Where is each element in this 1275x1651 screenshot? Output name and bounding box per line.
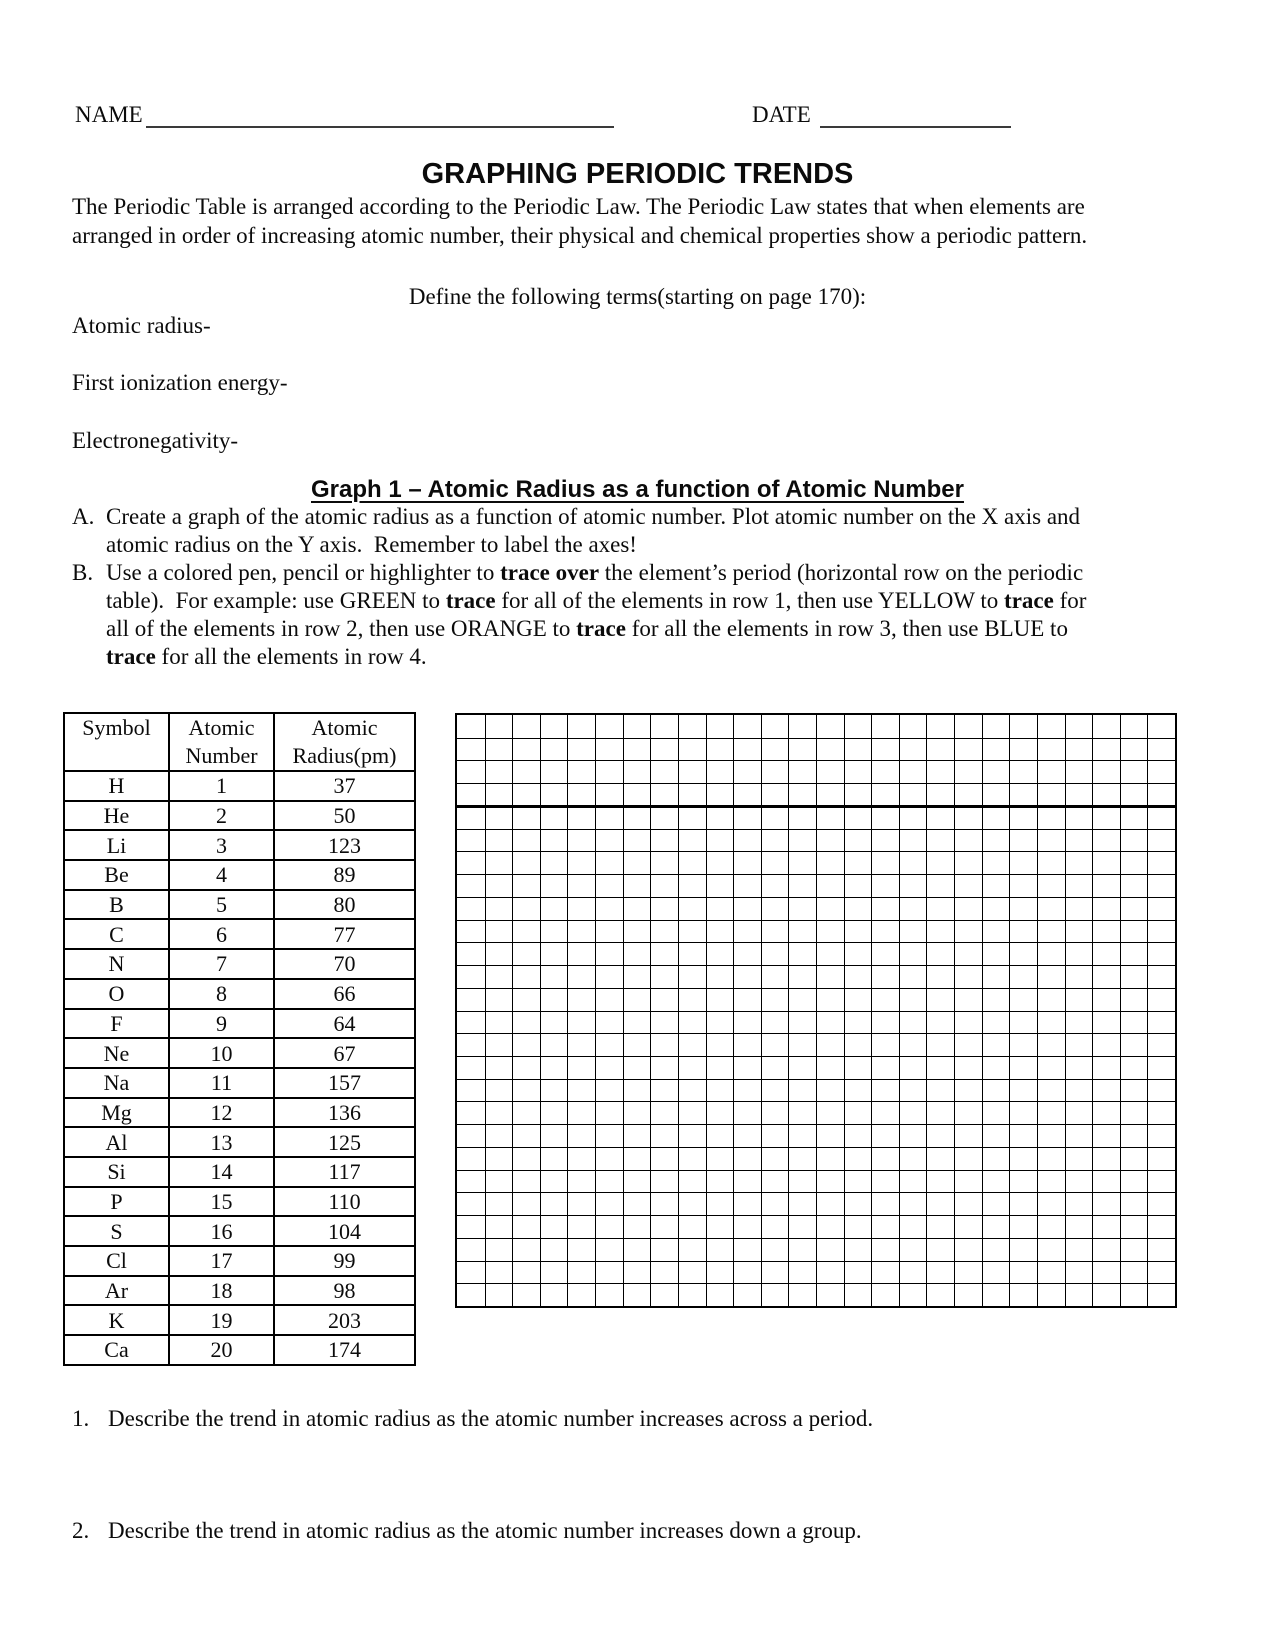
table-cell: 77	[274, 919, 415, 949]
grid-line-horizontal	[457, 829, 1175, 830]
table-row	[64, 801, 415, 831]
table-cell: 5	[169, 890, 274, 920]
table-cell: P	[64, 1187, 169, 1217]
instruction-item	[72, 503, 1222, 559]
date-label: DATE	[752, 102, 811, 127]
table-row	[64, 949, 415, 979]
table-row	[64, 979, 415, 1009]
intro-paragraph	[72, 192, 1232, 250]
atomic-radius-table	[63, 712, 416, 1366]
table-cell: K	[64, 1305, 169, 1335]
table-cell: 8	[169, 979, 274, 1009]
term-atomic-radius: Atomic radius-	[72, 313, 211, 338]
grid-line-horizontal	[457, 1147, 1175, 1148]
grid-line-horizontal	[457, 874, 1175, 875]
question-number: 2.	[72, 1518, 90, 1543]
table-row	[64, 1187, 415, 1217]
table-cell: 6	[169, 919, 274, 949]
column-header-symbol: Symbol	[64, 713, 169, 771]
column-header-atomic-radius: Atomic Radius(pm)	[274, 713, 415, 771]
instruction-text: for all the elements in row 4.	[155, 644, 427, 669]
table-cell: S	[64, 1216, 169, 1246]
instruction-text: for all of the elements in row 1, then use YELLOW to	[495, 588, 1005, 613]
page-title: GRAPHING PERIODIC TRENDS	[421, 158, 854, 190]
instruction-text: for all the elements in row 3, then use BLUE to	[625, 616, 1068, 641]
table-row	[64, 1305, 415, 1335]
table-row	[64, 1246, 415, 1276]
define-terms-heading: Define the following terms(starting on page 170):	[408, 284, 867, 309]
list-label: B.	[72, 560, 94, 585]
intro-line: The Periodic Table is arranged according to the Periodic Law. The Periodic Law states that when elements are	[72, 194, 1085, 219]
table-row	[64, 1098, 415, 1128]
table-cell: 37	[274, 771, 415, 801]
table-cell: 9	[169, 1009, 274, 1039]
instruction-item	[72, 559, 1222, 671]
table-cell: Si	[64, 1157, 169, 1187]
table-cell: B	[64, 890, 169, 920]
table-cell: Ca	[64, 1335, 169, 1365]
grid-line-horizontal	[457, 1283, 1175, 1284]
instruction-line	[106, 587, 1222, 615]
table-row	[64, 771, 415, 801]
table-cell: 16	[169, 1216, 274, 1246]
table-cell: N	[64, 949, 169, 979]
table-cell: H	[64, 771, 169, 801]
table-cell: 17	[169, 1246, 274, 1276]
grid-line-horizontal	[457, 1101, 1175, 1102]
instruction-text: all of the elements in row 2, then use ORANGE to	[106, 616, 577, 641]
table-cell: 66	[274, 979, 415, 1009]
table-cell: 157	[274, 1068, 415, 1098]
table-row	[64, 1009, 415, 1039]
table-cell: 89	[274, 860, 415, 890]
instruction-line	[106, 531, 1222, 559]
instruction-text: trace	[445, 588, 496, 613]
table-cell: 123	[274, 830, 415, 860]
grid-line-horizontal	[457, 897, 1175, 898]
question-1	[72, 1404, 873, 1433]
table-row	[64, 860, 415, 890]
grid-line-horizontal	[457, 920, 1175, 921]
instruction-line	[106, 615, 1222, 643]
grid-line-horizontal	[457, 1079, 1175, 1080]
list-label: A.	[72, 504, 95, 529]
grid-line-horizontal	[457, 965, 1175, 966]
table-cell: 104	[274, 1216, 415, 1246]
grid-line-horizontal	[457, 1261, 1175, 1262]
table-cell: C	[64, 919, 169, 949]
term-first-ionization-energy: First ionization energy-	[72, 370, 288, 395]
question-text: Describe the trend in atomic radius as the atomic number increases across a period.	[108, 1406, 874, 1431]
column-header-atomic-number: Atomic Number	[169, 713, 274, 771]
table-row	[64, 830, 415, 860]
instruction-text: the element’s period (horizontal row on the periodic	[599, 560, 1084, 585]
instructions-list	[72, 503, 1222, 671]
instruction-text: table). For example: use GREEN to	[106, 588, 446, 613]
table-cell: Be	[64, 860, 169, 890]
table-row	[64, 1157, 415, 1187]
term-electronegativity: Electronegativity-	[72, 428, 239, 453]
table-cell: O	[64, 979, 169, 1009]
table-cell: Cl	[64, 1246, 169, 1276]
table-row	[64, 1068, 415, 1098]
name-blank-line	[146, 102, 614, 128]
instruction-line	[106, 643, 1222, 671]
table-cell: 64	[274, 1009, 415, 1039]
table-cell: Al	[64, 1127, 169, 1157]
table-cell: 10	[169, 1038, 274, 1068]
table-header-row	[64, 713, 415, 771]
grid-line-horizontal	[457, 783, 1175, 784]
grid-line-horizontal	[457, 942, 1175, 943]
grid-line-horizontal	[457, 851, 1175, 852]
instruction-text: atomic radius on the Y axis. Remember to label the axes!	[106, 532, 637, 557]
table-cell: 125	[274, 1127, 415, 1157]
table-cell: 110	[274, 1187, 415, 1217]
table-cell: 70	[274, 949, 415, 979]
table-cell: F	[64, 1009, 169, 1039]
instruction-text: trace	[106, 644, 156, 669]
instruction-line	[106, 503, 1222, 531]
table-cell: 2	[169, 801, 274, 831]
grid-line-horizontal	[457, 1192, 1175, 1193]
table-cell: 15	[169, 1187, 274, 1217]
table-cell: 20	[169, 1335, 274, 1365]
table-row	[64, 1127, 415, 1157]
grid-line-horizontal	[457, 1124, 1175, 1125]
table-cell: Ar	[64, 1276, 169, 1306]
table-row	[64, 1276, 415, 1306]
instruction-text: trace over	[500, 560, 600, 585]
table-cell: 67	[274, 1038, 415, 1068]
grid-line-horizontal-thick	[457, 805, 1175, 808]
table-cell: 7	[169, 949, 274, 979]
table-cell: 174	[274, 1335, 415, 1365]
instruction-text: Create a graph of the atomic radius as a function of atomic number. Plot atomic number on the X axis and	[106, 504, 1081, 529]
table-cell: Ne	[64, 1038, 169, 1068]
table-cell: 18	[169, 1276, 274, 1306]
table-cell: Na	[64, 1068, 169, 1098]
table-row	[64, 919, 415, 949]
table-cell: 3	[169, 830, 274, 860]
question-2	[72, 1516, 862, 1545]
graph1-heading: Graph 1 – Atomic Radius as a function of Atomic Number	[311, 476, 964, 503]
table-cell: 80	[274, 890, 415, 920]
table-row	[64, 1335, 415, 1365]
table-cell: 12	[169, 1098, 274, 1128]
table-cell: 136	[274, 1098, 415, 1128]
instruction-text: for	[1053, 588, 1087, 613]
table-cell: 117	[274, 1157, 415, 1187]
table-cell: 13	[169, 1127, 274, 1157]
table-cell: 4	[169, 860, 274, 890]
question-text: Describe the trend in atomic radius as the atomic number increases down a group.	[108, 1518, 862, 1543]
grid-line-horizontal	[457, 1170, 1175, 1171]
table-row	[64, 890, 415, 920]
instruction-text: trace	[1004, 588, 1054, 613]
table-cell: 99	[274, 1246, 415, 1276]
instruction-text: trace	[576, 616, 626, 641]
table-cell: 14	[169, 1157, 274, 1187]
grid-line-horizontal	[457, 1056, 1175, 1057]
name-label: NAME	[75, 102, 143, 127]
date-blank-line	[820, 102, 1011, 128]
intro-line: arranged in order of increasing atomic number, their physical and chemical properties show a periodic pattern.	[72, 223, 1088, 248]
table-cell: 203	[274, 1305, 415, 1335]
table-cell: 98	[274, 1276, 415, 1306]
table-cell: He	[64, 801, 169, 831]
graph-grid	[455, 713, 1177, 1308]
grid-line-horizontal	[457, 760, 1175, 761]
table-cell: Mg	[64, 1098, 169, 1128]
instruction-text: Use a colored pen, pencil or highlighter to	[106, 560, 501, 585]
table-row	[64, 1038, 415, 1068]
grid-line-horizontal	[457, 1011, 1175, 1012]
question-number: 1.	[72, 1406, 90, 1431]
instruction-line	[106, 559, 1222, 587]
grid-line-horizontal	[457, 1215, 1175, 1216]
table-cell: 19	[169, 1305, 274, 1335]
table-cell: 11	[169, 1068, 274, 1098]
grid-line-horizontal	[457, 738, 1175, 739]
table-cell: Li	[64, 830, 169, 860]
table-cell: 50	[274, 801, 415, 831]
grid-line-horizontal	[457, 988, 1175, 989]
name-date-row	[0, 102, 1275, 132]
grid-line-horizontal	[457, 1238, 1175, 1239]
table-cell: 1	[169, 771, 274, 801]
grid-line-horizontal	[457, 1033, 1175, 1034]
table-row	[64, 1216, 415, 1246]
